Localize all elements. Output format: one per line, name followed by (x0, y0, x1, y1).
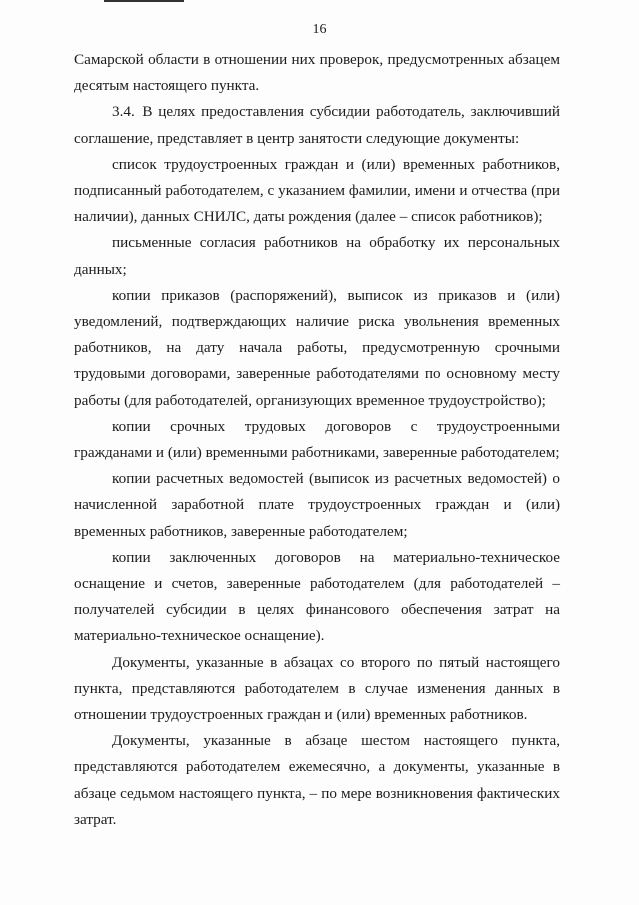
document-body (74, 47, 560, 833)
paragraph-section-3-4: 3.4. В целях предоставления субсидии работодатель, заключивший соглашение, представляет в центр занятости следующие документы: (74, 103, 560, 147)
paragraph-consents: письменные согласия работников на обработку их персональных данных; (74, 234, 560, 278)
paragraph-continuation: Самарской области в отношении них проверок, предусмотренных абзацем десятым настоящего пункта. (74, 51, 560, 95)
paragraph-orders-copies: копии приказов (распоряжений), выписок из приказов и (или) уведомлений, подтверждающих наличие риска увольнения временных работников, на дату начала работы, предусмотренную срочными трудовыми договорами, заверенные работодателями по основному месту работы (для работодателей, организующих временное трудоустройство); (74, 286, 560, 409)
paragraph-contracts-copies: копии срочных трудовых договоров с трудоустроенными гражданами и (или) временными работниками, заверенные работодателем; (74, 417, 560, 462)
paragraph-documents-change: Документы, указанные в абзацах со второго по пятый настоящего пункта, представляются работодателем в случае изменения данных в отношении трудоустроенных граждан и (или) временных работников. (74, 653, 560, 724)
paragraph-documents-monthly: Документы, указанные в абзаце шестом настоящего пункта, представляются работодателем ежемесячно, а документы, указанные в абзаце седьмом настоящего пункта, – по мере возникновения фактических затрат. (74, 732, 560, 828)
paragraph-payroll-copies: копии расчетных ведомостей (выписок из расчетных ведомостей) о начисленной заработной плате трудоустроенных граждан и (или) временных работников, заверенные работодателем; (74, 470, 560, 540)
page-number: 16 (312, 22, 327, 37)
paragraph-employee-list: список трудоустроенных граждан и (или) временных работников, подписанный работодателем, с указанием фамилии, имени и отчества (при наличии), данных СНИЛС, даты рождения (далее – список работников); (74, 155, 560, 226)
top-rule (104, 0, 184, 2)
paragraph-equipment-contracts: копии заключенных договоров на материально-техническое оснащение и счетов, заверенные работодателем (для работодателей – получателей субсидии в целях финансового обеспечения затрат на материально-техническое оснащение). (74, 548, 560, 645)
